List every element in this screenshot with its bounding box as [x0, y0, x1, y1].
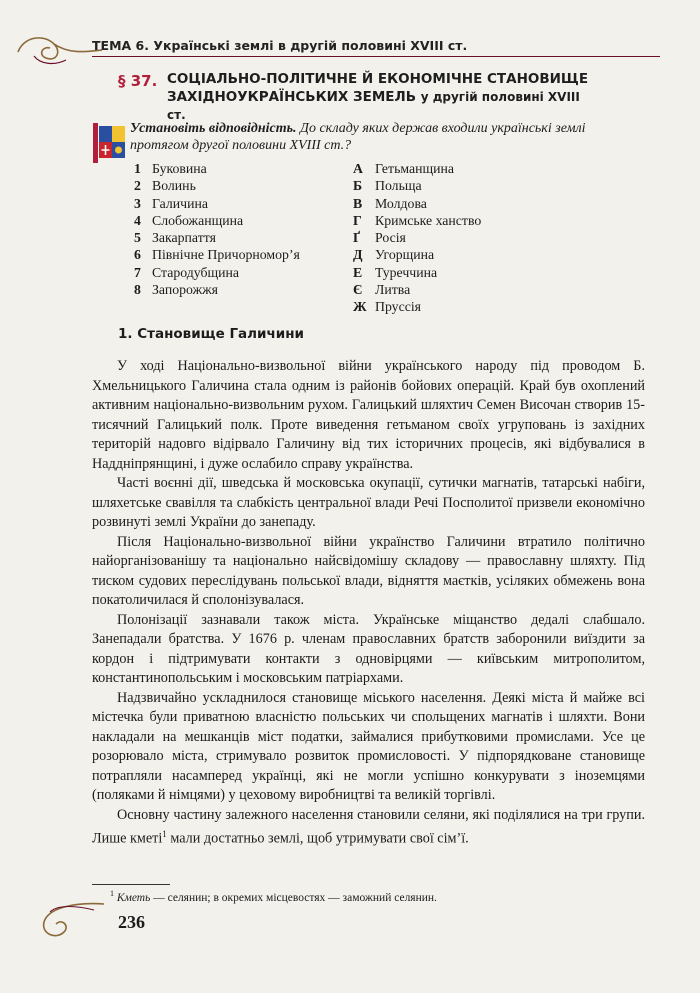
footnote: $^1$ Кметь — селянин; в окремих місцевостях — заможний селянин.: [110, 889, 437, 904]
section-title-tail: у другій половині XVIII ст.: [167, 90, 580, 122]
list-item: Д Угорщина: [353, 247, 435, 263]
match-list-regions: [134, 160, 334, 298]
list-item: Б Польща: [353, 178, 422, 194]
subsection-title: 1. Становище Галичини: [118, 326, 305, 342]
section-title-line2: ЗАХІДНОУКРАЇНСЬКИХ ЗЕМЕЛЬ: [167, 89, 416, 105]
list-item: 8 Запорожжя: [134, 282, 218, 298]
body-text: [92, 357, 645, 849]
match-list-states: [353, 160, 553, 316]
section-title-line1: СОЦІАЛЬНО-ПОЛІТИЧНЕ Й ЕКОНОМІЧНЕ СТАНОВИЩЕ: [167, 71, 589, 87]
list-item: А Гетьманщина: [353, 161, 455, 176]
list-item: Г Кримське ханство: [353, 212, 482, 228]
list-item: 1 Буковина: [134, 161, 207, 176]
section-number: § 37.: [118, 72, 158, 90]
section-title: [167, 70, 597, 124]
list-item: Е Туреччина: [353, 264, 438, 280]
list-item: Ж Пруссія: [353, 299, 422, 315]
ornament-swirl-bottom: [34, 898, 114, 944]
topic-header: ТЕМА 6. Українські землі в другій половині XVIII ст.: [92, 38, 660, 57]
task-instruction: [130, 120, 645, 154]
paragraph: Надзвичайно ускладнилося становище міського населення. Деякі міста й майже всі містечка були приватною власністю польських чи спольщених магнатів і шляхти. Вони накладали на мешканців міст податки, займалися прибутковими промислами. Усе це розорювало міста, стримувало розвиток промисловості. У підпорядковане становище потрапляли насамперед українці, які не могли успішно конкурувати з іноземцями (поляками й німцями) у цеховому виробництві та великій торгівлі.: [92, 689, 645, 803]
list-item: 4 Слобожанщина: [134, 212, 244, 228]
paragraph: Часті воєнні дії, шведська й московська окупації, сутички магнатів, татарські набіги, шляхетське свавілля та слабкість центральної влади Речі Посполитої призвели економічно розвинуті землі України до занепаду.: [92, 475, 645, 530]
footnote-ref: 1: [162, 829, 167, 839]
list-item: 3 Галичина: [134, 195, 208, 211]
list-item: В Молдова: [353, 195, 427, 211]
task-lead: Установіть відповідність.: [130, 121, 297, 136]
ornament-swirl-top: [14, 30, 104, 70]
paragraph: Основну частину залежного населення становили селяни, які поділялися на три групи. Лише кметі$^1$ мали достатньо землі, щоб утримувати свої сім’ї.: [92, 806, 645, 847]
list-item: Ґ Росія: [353, 230, 406, 246]
page-number: 236: [118, 912, 145, 932]
paragraph: У ході Національно-визвольної війни українського народу під проводом Б. Хмельницького Галичина стала одним із районів бойових операцій. Край був охоплений активним національно-визвольним рухом. Галицький шляхтич Семен Височан створив 15-тисячний Галицький полк. Проте виведення гетьманом своїх угруповань із західних територій надовго відірвало Галичину від тих історичних процесів, які відбувалися в Наддніпрянщині, і дуже ослабило справу українства.: [92, 358, 645, 472]
paragraph: Після Національно-визвольної війни українство Галичини втратило політично найорганізованішу та національно найсвідомішу складову — православну шляхту. Під тиском судових переслідувань польської влади, відняття маєтків, усіляких обмежень вона покатоличилася й сполонізувалася.: [92, 533, 645, 608]
footnote-divider: [92, 884, 170, 885]
footnote-term: Кметь: [116, 891, 151, 904]
task-flag-icon: [92, 122, 126, 164]
task-question: До складу яких держав входили українські землі протягом другої половини XVIII ст.?: [130, 121, 586, 153]
list-item: Є Литва: [353, 282, 411, 298]
list-item: 5 Закарпаття: [134, 230, 216, 246]
list-item: 7 Стародубщина: [134, 264, 240, 280]
list-item: 6 Північне Причорномор’я: [134, 247, 300, 263]
paragraph: Полонізації зазнавали також міста. Українське міщанство дедалі слабшало. Занепадали братства. У 1676 р. членам православних братств заборонили виїздити за кордон і підтримувати контакти з одновірцями — київським митрополитом, константинопольським і московським патріархами.: [92, 611, 645, 686]
list-item: 2 Волинь: [134, 178, 196, 194]
